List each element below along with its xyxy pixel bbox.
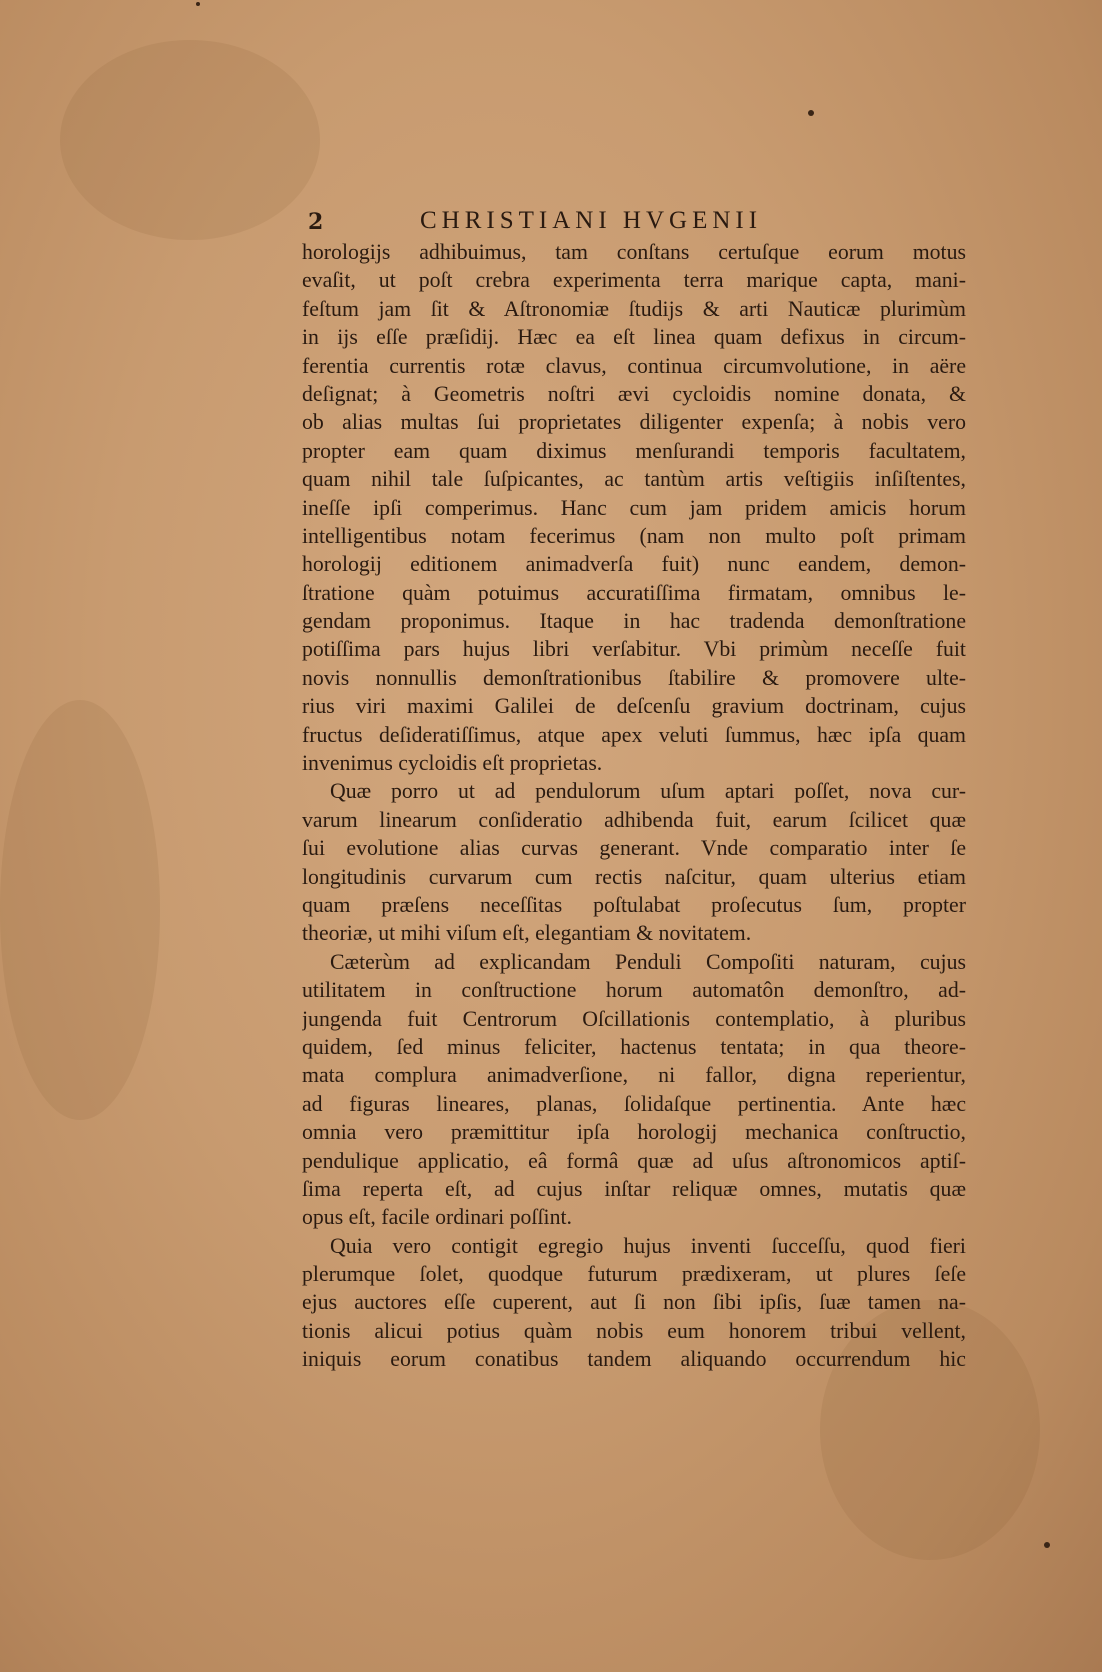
text-line: Quæ porro ut ad pendulorum uſum aptari poſſet, nova cur- (330, 779, 966, 804)
text-line: ſui evolutione alias curvas generant. Vnde comparatio inter ſe (302, 836, 966, 861)
ink-speck (196, 2, 200, 6)
text-line: plerumque ſolet, quodque futurum prædixeram, ut plures ſeſe (302, 1262, 966, 1287)
text-line: deſignat; à Geometris noſtri ævi cycloidis nomine donata, & (302, 381, 966, 406)
text-line: invenimus cycloidis eſt proprietas. (302, 751, 603, 776)
text-line: pendulique applicatio, eâ formâ quæ ad uſus aſtronomicos aptiſ- (302, 1148, 966, 1173)
text-line: varum linearum conſideratio adhibenda fuit, earum ſcilicet quæ (302, 807, 966, 832)
text-line: novis nonnullis demonſtrationibus ſtabilire & promovere ulte- (302, 665, 966, 690)
text-line: ineſſe ipſi comperimus. Hanc cum jam pridem amicis horum (302, 495, 966, 520)
text-line: ferentia currentis rotæ clavus, continua circumvolutione, in aëre (302, 353, 966, 378)
text-line: in ijs eſſe præſidij. Hæc ea eſt linea quam defixus in circum- (302, 325, 966, 350)
text-line: ad figuras lineares, planas, ſolidaſque pertinentia. Ante hæc (302, 1091, 966, 1116)
ink-speck (808, 110, 814, 116)
text-line: Cæterùm ad explicandam Penduli Compoſiti naturam, cujus (330, 949, 966, 974)
text-line: evaſit, ut poſt crebra experimenta terra marique capta, mani- (302, 268, 966, 293)
text-line: iniquis eorum conatibus tandem aliquando occurrendum hic (302, 1347, 966, 1372)
text-line: longitudinis curvarum cum rectis naſcitur, quam ulterius etiam (302, 864, 966, 889)
text-line: horologijs adhibuimus, tam conſtans certuſque eorum motus (302, 240, 966, 264)
text-line: rius viri maximi Galilei de deſcenſu gravium doctrinam, cujus (302, 694, 966, 719)
body-text (302, 238, 966, 1374)
ink-speck (1044, 1542, 1050, 1548)
page-number: 2 (308, 209, 324, 235)
text-line: feſtum jam ſit & Aſtronomiæ ſtudijs & arti Nauticæ plurimùm (302, 296, 966, 321)
text-line: ſima reperta eſt, ad cujus inſtar reliquæ omnes, mutatis quæ (302, 1176, 966, 1201)
text-line: ſtratione quàm potuimus accuratiſſima firmatam, omnibus le- (302, 580, 966, 605)
text-line: Quia vero contigit egregio hujus inventi ſucceſſu, quod fieri (330, 1233, 966, 1258)
text-line: fructus deſideratiſſimus, atque apex veluti ſummus, hæc ipſa quam (302, 722, 966, 747)
text-line: quam præſens neceſſitas poſtulabat proſecutus ſum, propter (302, 892, 966, 917)
text-line: quam nihil tale ſuſpicantes, ac tantùm artis veſtigiis inſiſtentes, (302, 467, 966, 492)
text-line: ejus auctores eſſe cuperent, aut ſi non ſibi ipſis, ſuæ tamen na- (302, 1290, 966, 1315)
running-head: CHRISTIANI HVGENII (420, 207, 763, 234)
text-line: jungenda fuit Centrorum Oſcillationis contemplatio, à pluribus (302, 1006, 966, 1031)
text-line: ob alias multas ſui proprietates diligenter expenſa; à nobis vero (302, 410, 966, 435)
text-line: intelligentibus notam fecerimus (nam non multo poſt primam (302, 523, 966, 548)
text-line: omnia vero præmittitur ipſa horologij mechanica conſtructio, (302, 1120, 966, 1145)
text-line: tionis alicui potius quàm nobis eum honorem tribui vellent, (302, 1318, 966, 1343)
text-line: opus eſt, facile ordinari poſſint. (302, 1205, 572, 1230)
paper-stain (0, 700, 160, 1120)
text-line: mata complura animadverſione, ni fallor, digna reperientur, (302, 1063, 966, 1088)
text-line: utilitatem in conſtructione horum automatôn demonſtro, ad- (302, 978, 966, 1003)
paper-stain (60, 40, 320, 240)
text-line: gendam proponimus. Itaque in hac tradenda demonſtratione (302, 609, 966, 634)
text-line: theoriæ, ut mihi viſum eſt, elegantiam & novitatem. (302, 921, 752, 946)
text-line: propter eam quam diximus menſurandi temporis facultatem, (302, 438, 966, 463)
text-line: potiſſima pars hujus libri verſabitur. Vbi primùm neceſſe fuit (302, 637, 966, 662)
text-line: quidem, ſed minus feliciter, hactenus tentata; in qua theore- (302, 1034, 966, 1059)
text-line: horologij editionem animadverſa fuit) nunc eandem, demon- (302, 552, 966, 577)
